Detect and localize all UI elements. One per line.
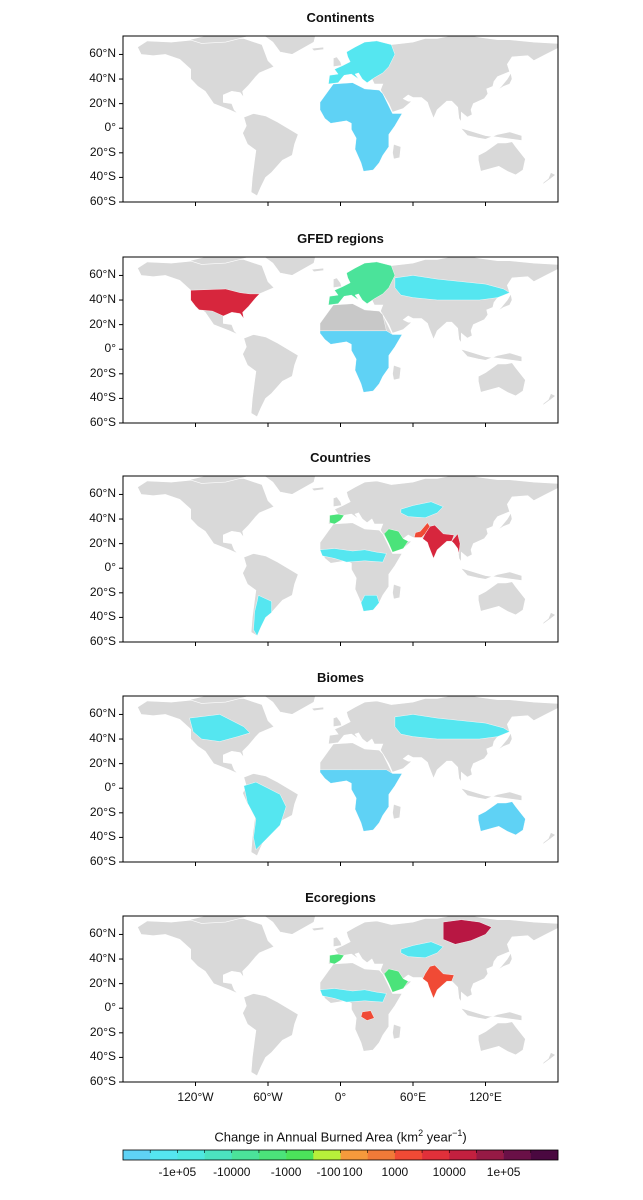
world-map — [0, 890, 643, 1096]
lat-label: 60°N — [89, 706, 116, 721]
panel-title: Ecoregions — [305, 890, 376, 905]
lat-label: 20°N — [89, 95, 116, 110]
map-panel-0 — [0, 10, 643, 206]
colorbar-swatch — [286, 1150, 313, 1160]
lat-label: 40°N — [89, 951, 116, 966]
land-uk — [333, 937, 341, 947]
land-madagascar — [393, 584, 401, 599]
panel-title: GFED regions — [297, 231, 384, 246]
lat-label: 20°S — [89, 584, 116, 599]
colorbar-swatch — [341, 1150, 368, 1160]
lat-label: 40°N — [89, 292, 116, 307]
panel-title: Biomes — [317, 670, 364, 685]
legend-tick-label: 100 — [342, 1165, 363, 1179]
land-australia — [478, 1022, 525, 1055]
colorbar-swatch — [177, 1150, 204, 1160]
colorbar-swatch — [232, 1150, 259, 1160]
colorbar-border — [123, 1150, 558, 1160]
land-nz — [542, 394, 555, 406]
land-samerica — [243, 114, 299, 196]
land-iceland — [312, 487, 324, 491]
land-uk — [333, 717, 341, 727]
lat-label: 20°N — [89, 535, 116, 550]
legend-tick-label: 1e+05 — [486, 1165, 521, 1179]
lat-label: 0° — [104, 341, 116, 356]
lon-label: 60°W — [253, 1090, 283, 1104]
land-indonesia — [455, 1002, 522, 1020]
highlight-greenland-east — [292, 246, 316, 256]
world-map — [0, 450, 643, 656]
lat-label: 40°N — [89, 71, 116, 86]
lat-label: 20°N — [89, 316, 116, 331]
land-namerica — [138, 479, 275, 559]
colorbar-swatch — [476, 1150, 503, 1160]
lat-label: 20°S — [89, 144, 116, 159]
lat-label: 60°N — [89, 486, 116, 501]
land-uk — [333, 278, 341, 288]
land-namerica — [138, 39, 275, 119]
colorbar-swatch — [531, 1150, 558, 1160]
colorbar-swatch — [259, 1150, 286, 1160]
highlight-africa-sub — [320, 331, 402, 393]
lat-label: 40°S — [89, 390, 116, 405]
legend-tick-label: -1000 — [270, 1165, 302, 1179]
land-samerica — [243, 335, 299, 417]
lat-label: 40°S — [89, 609, 116, 624]
land-greenland — [261, 466, 317, 494]
land-madagascar — [393, 1024, 401, 1039]
lat-label: 40°N — [89, 731, 116, 746]
colorbar-swatch — [205, 1150, 232, 1160]
land-indonesia — [455, 562, 522, 580]
lat-label: 20°N — [89, 975, 116, 990]
legend-tick-label: -1e+05 — [158, 1165, 197, 1179]
panel-title: Continents — [306, 10, 375, 25]
lat-label: 60°N — [89, 46, 116, 61]
land-samerica — [243, 994, 299, 1076]
land-uk — [333, 497, 341, 507]
colorbar-swatch — [313, 1150, 340, 1160]
map-panel-4 — [0, 890, 643, 1104]
land-indonesia — [455, 343, 522, 361]
colorbar-swatch — [504, 1150, 531, 1160]
land-nz — [542, 613, 555, 625]
colorbar-swatch — [150, 1150, 177, 1160]
lat-label: 60°S — [89, 194, 116, 208]
world-map — [0, 231, 643, 437]
lat-label: 20°N — [89, 755, 116, 770]
land-madagascar — [393, 804, 401, 819]
colorbar-swatch — [422, 1150, 449, 1160]
land-namerica — [138, 919, 275, 999]
land-greenland — [261, 247, 317, 275]
lon-label: 60°E — [399, 1090, 427, 1104]
land-nz — [542, 1053, 555, 1065]
highlight-spain — [330, 514, 345, 524]
lat-label: 60°S — [89, 1074, 116, 1088]
legend-tick-label: -10000 — [213, 1165, 251, 1179]
colorbar-swatch — [449, 1150, 476, 1160]
highlight-north-africa — [320, 304, 386, 331]
lat-label: 60°S — [89, 854, 116, 868]
land-greenland — [261, 26, 317, 54]
lat-label: 40°N — [89, 511, 116, 526]
highlight-spain — [330, 954, 345, 964]
land-australia — [478, 363, 525, 396]
lat-label: 40°S — [89, 169, 116, 184]
legend-tick-label: 1000 — [381, 1165, 409, 1179]
lat-label: 0° — [104, 560, 116, 575]
lat-label: 0° — [104, 780, 116, 795]
map-panel-1 — [0, 231, 643, 427]
legend-title: Change in Annual Burned Area ($km^2$ year$^{-1}$) — [214, 1128, 467, 1145]
lon-label: 120°W — [177, 1090, 214, 1104]
lat-label: 0° — [104, 1000, 116, 1015]
lat-label: 60°N — [89, 926, 116, 941]
world-map — [0, 10, 643, 216]
lat-label: 60°N — [89, 267, 116, 282]
lat-label: 20°S — [89, 804, 116, 819]
land-samerica — [243, 554, 299, 636]
lat-label: 40°S — [89, 829, 116, 844]
map-panel-2 — [0, 450, 643, 646]
colorbar-swatch — [123, 1150, 150, 1160]
highlight-southafrica — [361, 595, 379, 611]
land-iceland — [312, 927, 324, 931]
lon-label: 0° — [334, 1090, 347, 1104]
lat-label: 40°S — [89, 1049, 116, 1064]
land-uk — [333, 57, 341, 67]
lat-label: 60°S — [89, 634, 116, 648]
land-iceland — [312, 47, 324, 51]
land-nz — [542, 833, 555, 845]
highlight-africa-sub — [320, 770, 402, 832]
land-australia — [478, 582, 525, 615]
map-panel-3 — [0, 670, 643, 866]
land-madagascar — [393, 144, 401, 159]
colorbar-swatch — [368, 1150, 395, 1160]
lat-label: 60°S — [89, 415, 116, 429]
land-greenland — [261, 906, 317, 934]
land-greenland — [261, 686, 317, 714]
world-map — [0, 670, 643, 876]
land-iceland — [312, 707, 324, 711]
panel-title: Countries — [310, 450, 371, 465]
lat-label: 20°S — [89, 365, 116, 380]
lat-label: 20°S — [89, 1024, 116, 1039]
legend-tick-label: 10000 — [432, 1165, 466, 1179]
legend-tick-label: -100 — [316, 1165, 341, 1179]
lat-label: 0° — [104, 120, 116, 135]
land-nz — [542, 173, 555, 185]
colorbar-swatch — [395, 1150, 422, 1160]
lon-label: 120°E — [469, 1090, 502, 1104]
highlight-australia — [478, 802, 525, 835]
land-indonesia — [455, 782, 522, 800]
land-iceland — [312, 268, 324, 272]
land-madagascar — [393, 365, 401, 380]
land-indonesia — [455, 122, 522, 140]
land-australia — [478, 142, 525, 175]
